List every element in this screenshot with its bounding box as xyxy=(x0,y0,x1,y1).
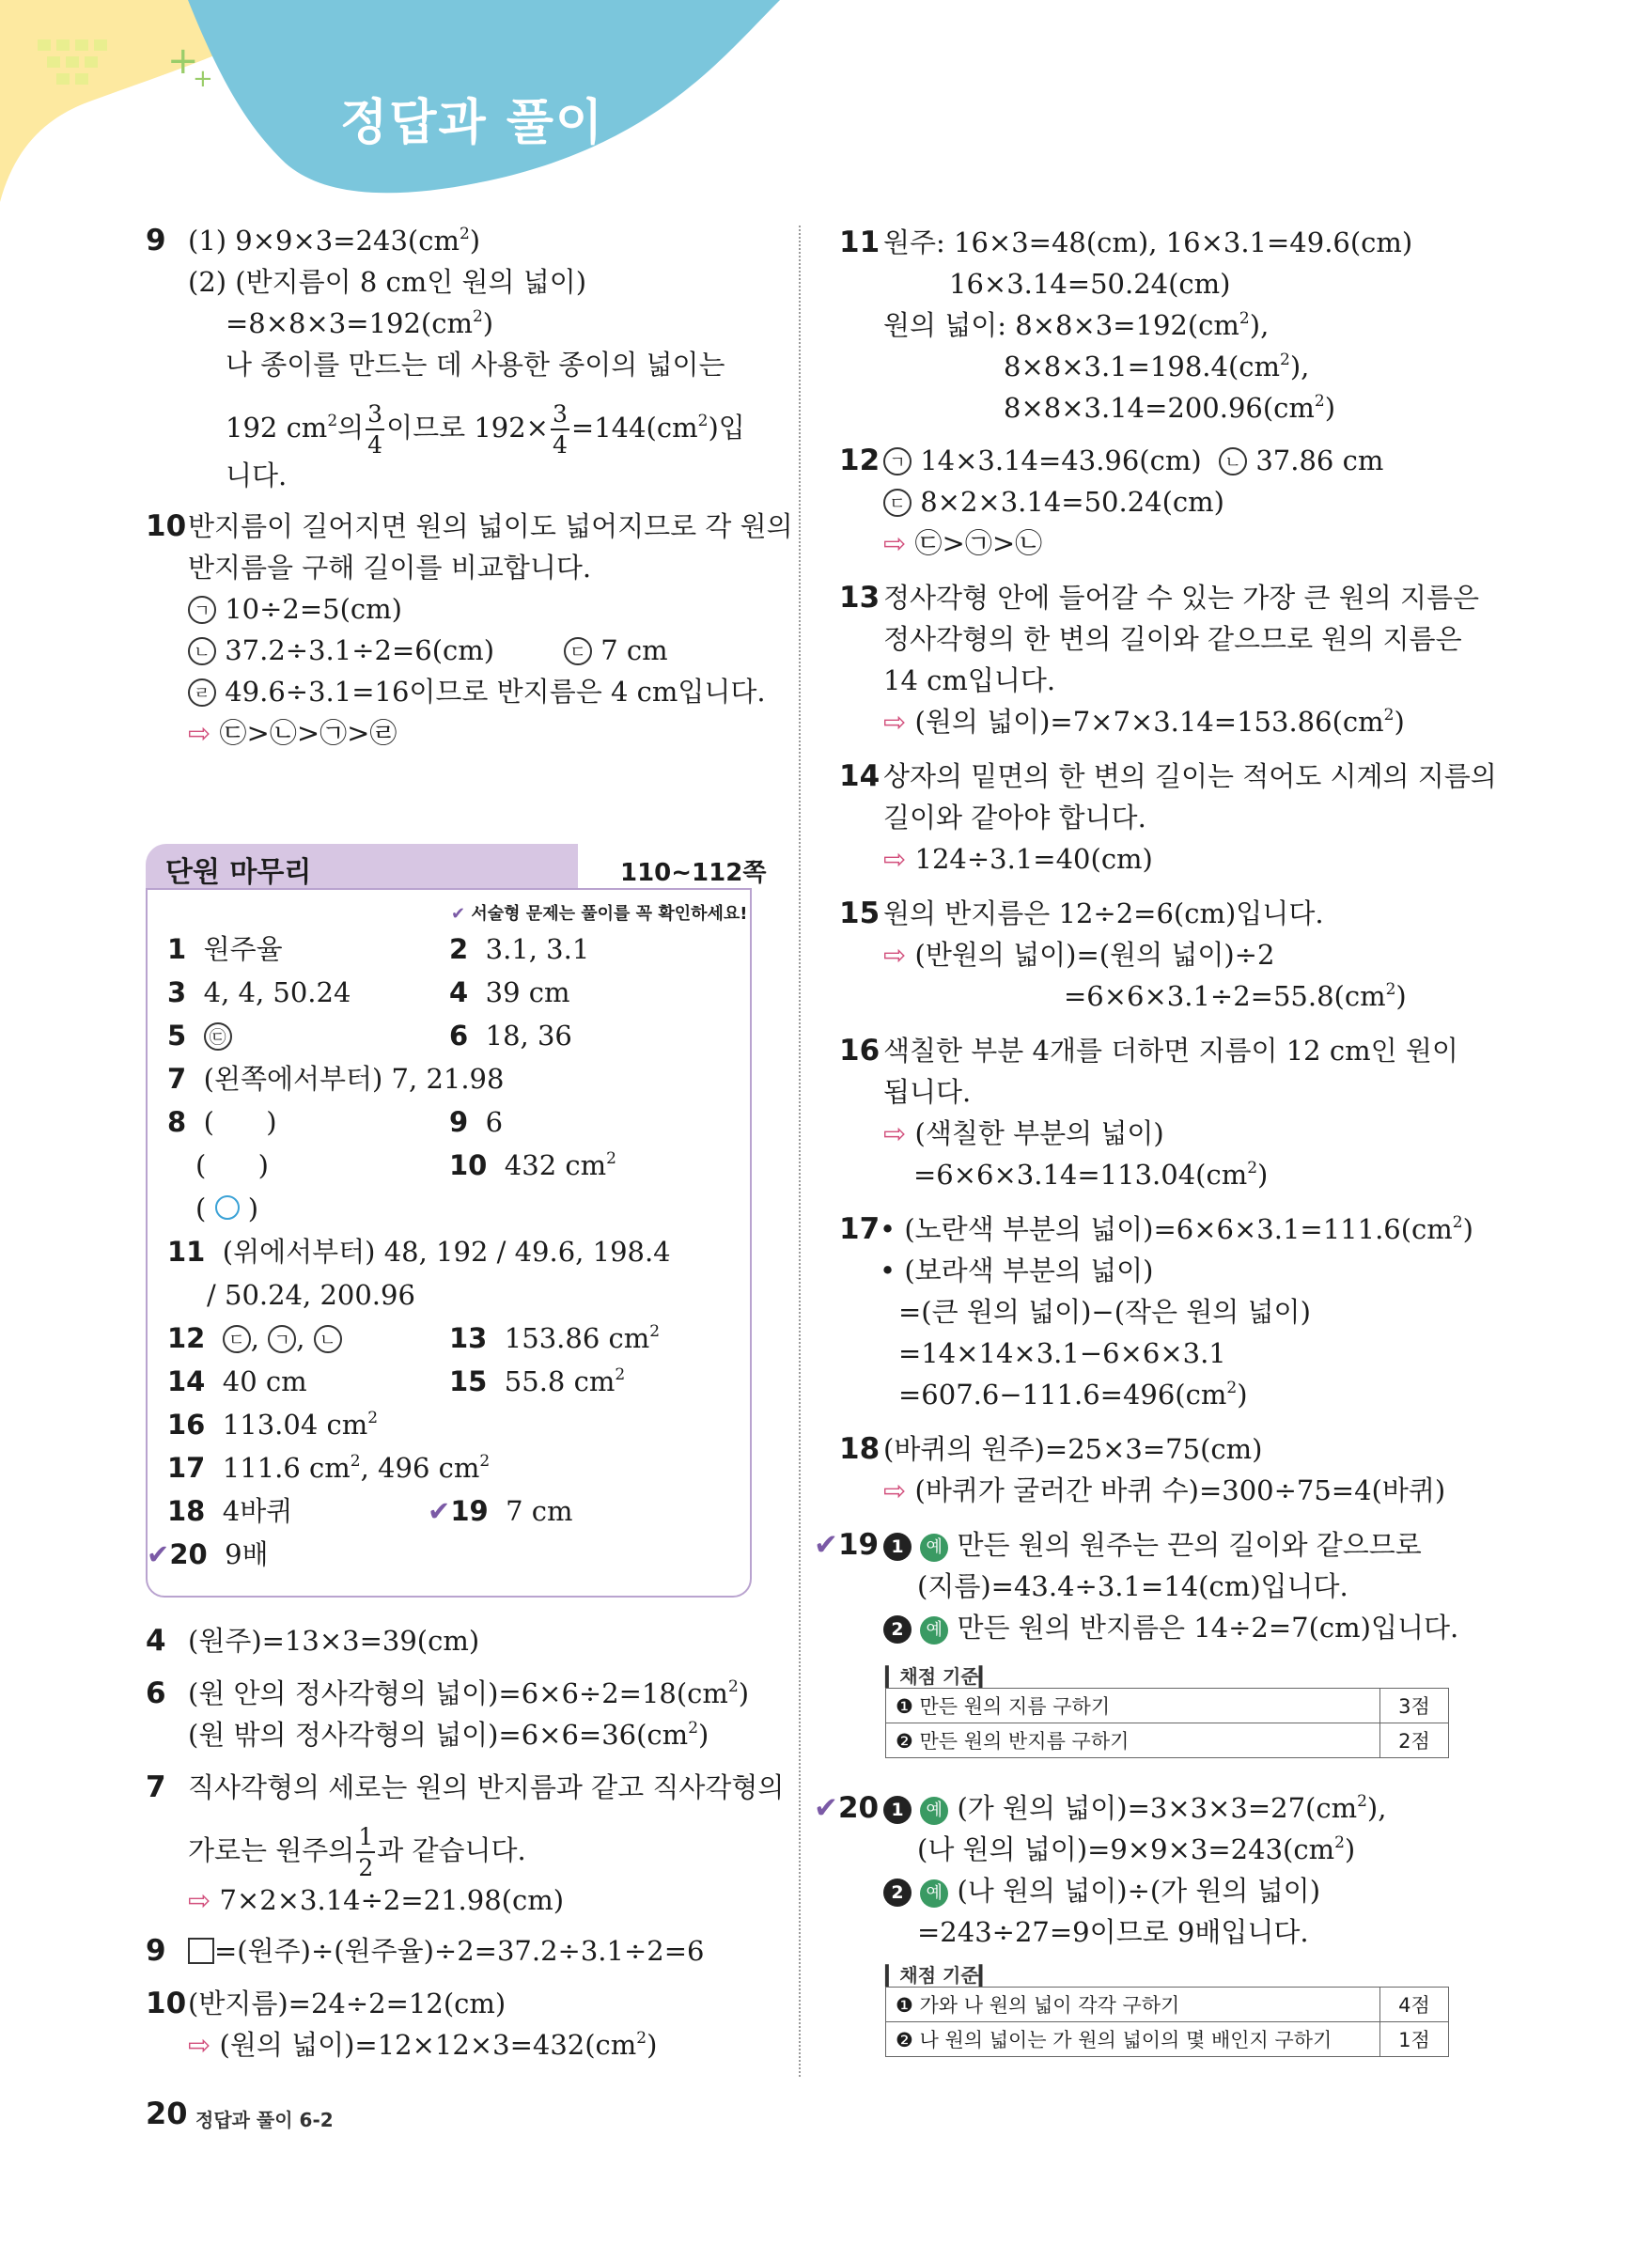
check-icon: ✔ xyxy=(147,1538,170,1570)
circled-b-icon: ㄴ xyxy=(188,637,216,665)
table-row: ❶ 만든 원의 지름 구하기 3점 xyxy=(886,1689,1449,1723)
footer-label: 정답과 풀이 6-2 xyxy=(195,2109,334,2131)
table-row: ❷ 나 원의 넓이는 가 원의 넓이의 몇 배인지 구하기 1점 xyxy=(886,2022,1449,2057)
review-pages: 110~112쪽 xyxy=(620,859,767,887)
example-badge-icon: 예 xyxy=(920,1616,948,1645)
circled-d-icon: ㄹ xyxy=(188,678,216,707)
check-icon: ✔ xyxy=(428,1495,451,1527)
circled-a-icon: ㄱ xyxy=(188,596,216,624)
arrow-icon: ⇨ xyxy=(188,717,211,749)
review-title: 단원 마무리 xyxy=(165,856,312,889)
svg-text:+: + xyxy=(193,65,213,93)
column-divider xyxy=(799,226,801,2077)
circled-c-icon: ㉢ xyxy=(204,1022,232,1051)
circled-c-icon: ㄷ xyxy=(564,637,592,665)
table-row: ❶ 가와 나 원의 넓이 각각 구하기 4점 xyxy=(886,1988,1449,2022)
blank-box-icon xyxy=(188,1938,214,1964)
circle-mark-icon xyxy=(215,1195,240,1220)
review-note: ✔ 서술형 문제는 풀이를 꼭 확인하세요! xyxy=(451,904,748,924)
page-title: 정답과 풀이 xyxy=(340,95,605,151)
scoring-table-20 xyxy=(885,1987,1449,2057)
page-number: 20 xyxy=(146,2096,188,2131)
example-badge-icon: 예 xyxy=(920,1534,948,1562)
table-row: ❷ 만든 원의 반지름 구하기 2점 xyxy=(886,1723,1449,1758)
svg-text:+: + xyxy=(167,39,199,83)
scoring-table-19 xyxy=(885,1688,1449,1758)
